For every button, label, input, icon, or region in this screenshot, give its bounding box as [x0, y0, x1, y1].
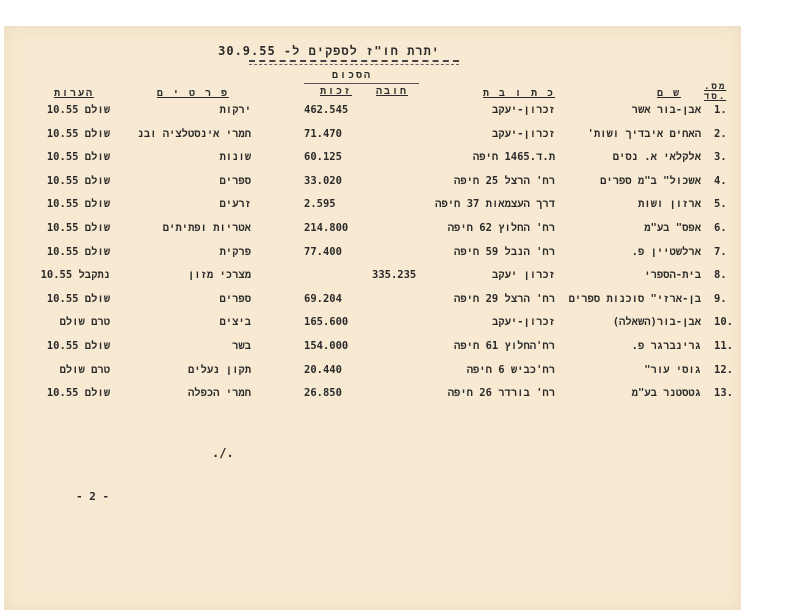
table-row	[4, 246, 741, 266]
header-notes: הערות	[54, 88, 95, 99]
row-number: 13.	[714, 387, 733, 400]
row-number: 1.	[714, 104, 727, 116]
supplier-name: אשכול" ב"מ ספרים	[600, 174, 701, 187]
credit-amount: 71.470	[304, 127, 342, 140]
row-number: 5.	[714, 198, 727, 211]
supplier-name: אפס" בע"מ	[644, 222, 701, 234]
debit-amount: 335.235	[372, 269, 417, 282]
supplier-name: ארזון ושות	[637, 198, 701, 211]
row-number: 12.	[714, 363, 733, 376]
supplier-address: זכרון יעקב	[491, 269, 555, 282]
supply-details: מצרכי מזון	[187, 269, 251, 282]
row-number: 8.	[714, 269, 727, 282]
table-row	[4, 151, 741, 171]
document-title: יתרת חו"ז לספקים ל- 30.9.55	[218, 44, 440, 58]
supplier-name: אלקלאי א. נסים	[612, 151, 701, 164]
row-number: 9.	[714, 292, 727, 305]
supply-details: חמרי הכפלה	[187, 387, 251, 400]
table-row	[4, 222, 741, 242]
table-row	[4, 198, 741, 218]
supplier-address: דרך העצמאות 37 חיפה	[435, 198, 555, 211]
supplier-address: זכרון-יעקב	[491, 104, 555, 116]
supplier-address: רח'כביש 6 חיפה	[466, 363, 555, 376]
row-number: 10.	[714, 316, 733, 329]
supply-details: ספרים	[219, 174, 251, 187]
document-page	[4, 26, 741, 610]
supplier-address: רח' הרצל 29 חיפה	[454, 292, 555, 305]
credit-amount: 214.800	[304, 222, 349, 234]
supplier-name: בן-ארזי" סוכנות ספרים	[568, 292, 701, 305]
supplier-address: רח'החלוץ 61 חיפה	[454, 340, 555, 352]
supplier-address: זכרון-יעקב	[491, 316, 555, 329]
supply-details: שונות	[219, 151, 251, 164]
payment-note: טרם שולם	[59, 316, 110, 329]
continuation-mark: ./.	[212, 446, 234, 460]
credit-amount: 26.850	[304, 387, 342, 400]
supplier-address: רח' בורדר 26 חיפה	[447, 387, 555, 400]
supplier-name: האחים איבדיך ושות'	[587, 127, 701, 140]
supply-details: אטריות ופתיתים	[162, 222, 251, 234]
credit-amount: 77.400	[304, 245, 342, 258]
supplier-name: אבן-בור(השאלה)	[612, 316, 701, 329]
payment-note: שולם 10.55	[46, 151, 110, 164]
credit-amount: 20.440	[304, 363, 342, 376]
table-row	[4, 293, 741, 313]
supplier-address: רח' הרצל 25 חיפה	[454, 174, 555, 187]
supply-details: ביצים	[219, 316, 251, 329]
credit-amount: 2.595	[304, 198, 336, 211]
header-address: כ ת ו ב ת	[482, 88, 555, 99]
table-row	[4, 340, 741, 360]
row-number: 6.	[714, 222, 727, 234]
payment-note: שולם 10.55	[46, 198, 110, 211]
supplier-name: גטסטנר בע"מ	[631, 387, 701, 400]
table-row	[4, 104, 741, 124]
supplier-name: בית-הספרי	[644, 269, 701, 282]
supply-details: זרעים	[219, 198, 251, 211]
table-row	[4, 364, 741, 384]
header-balances: הסכום	[332, 70, 373, 81]
page-number: - 2 -	[76, 490, 110, 503]
header-credit: זכות	[320, 86, 353, 97]
supply-details: בשר	[232, 340, 251, 352]
payment-note: שולם 10.55	[46, 127, 110, 140]
credit-amount: 33.020	[304, 174, 342, 187]
supplier-name: ארלשטיין פ.	[631, 245, 701, 258]
balances-rule	[304, 83, 419, 84]
supplier-name: גוסי עור"	[644, 363, 701, 376]
payment-note: שולם 10.55	[46, 340, 110, 352]
table-row	[4, 269, 741, 289]
row-number: 4.	[714, 174, 727, 187]
credit-amount: 462.545	[304, 104, 349, 116]
supplier-address: רח' החלוץ 62 חיפה	[447, 222, 555, 234]
header-name: ש ם	[656, 88, 681, 99]
payment-note: טרם שולם	[59, 363, 110, 376]
supply-details: תקון נעלים	[187, 363, 251, 376]
supply-details: ירקות	[219, 104, 251, 116]
supplier-address: זכרון-יעקב	[491, 127, 555, 140]
supplier-address: ת.ד.1465 חיפה	[472, 151, 555, 164]
supply-details: ספרים	[219, 292, 251, 305]
header-supplies: פ ר ט י ם	[156, 88, 229, 99]
payment-note: שולם 10.55	[46, 292, 110, 305]
payment-note: שולם 10.55	[46, 245, 110, 258]
supply-details: פרקית	[219, 245, 251, 258]
row-number: 7.	[714, 245, 727, 258]
header-debit: חובה	[376, 86, 409, 97]
supplier-name: אבן-בור אשר	[631, 104, 701, 116]
row-number: 2.	[714, 127, 727, 140]
supplier-address: רח' הנבל 59 חיפה	[454, 245, 555, 258]
payment-note: שולם 10.55	[46, 104, 110, 116]
payment-note: שולם 10.55	[46, 387, 110, 400]
row-number: 11.	[714, 340, 733, 352]
credit-amount: 154.000	[304, 340, 349, 352]
table-row	[4, 387, 741, 407]
credit-amount: 69.204	[304, 292, 342, 305]
payment-note: שולם 10.55	[46, 174, 110, 187]
title-underline	[249, 60, 459, 65]
credit-amount: 60.125	[304, 151, 342, 164]
table-row	[4, 175, 741, 195]
supplier-name: גרינברגר פ.	[631, 340, 701, 352]
payment-note: נתקבל 10.55	[40, 269, 110, 282]
table-row	[4, 128, 741, 148]
supply-details: חמרי אינסטלציה ובנ	[137, 127, 251, 140]
header-num: מס. סד.	[704, 82, 727, 102]
table-row	[4, 316, 741, 336]
row-number: 3.	[714, 151, 727, 164]
payment-note: שולם 10.55	[46, 222, 110, 234]
credit-amount: 165.600	[304, 316, 349, 329]
